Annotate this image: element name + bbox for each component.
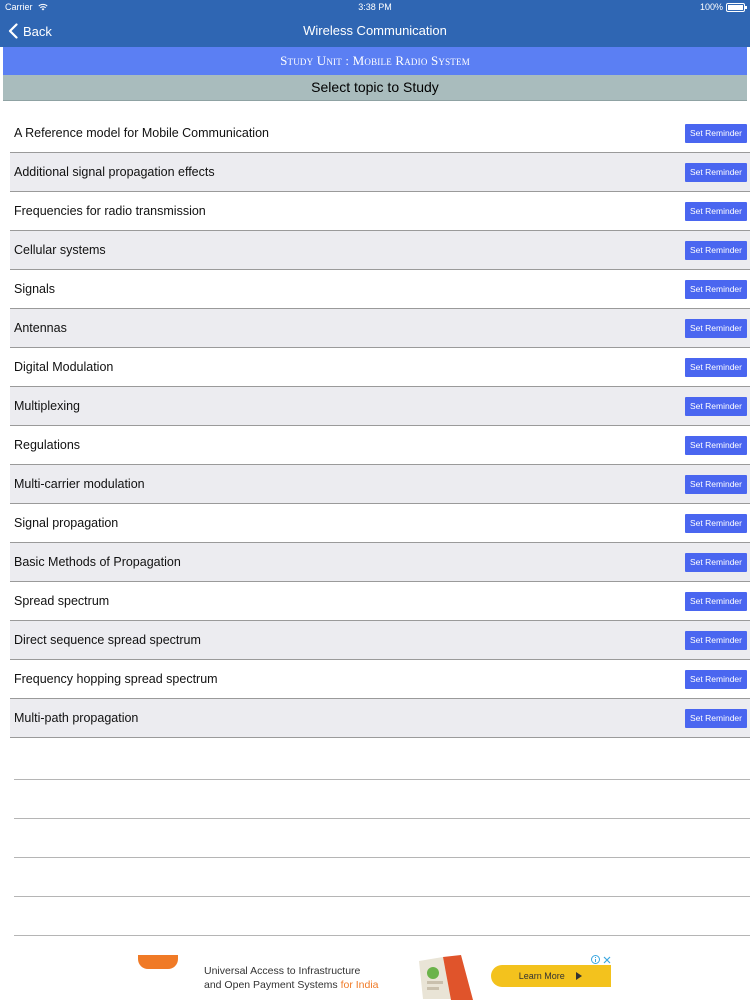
set-reminder-button[interactable]: Set Reminder bbox=[685, 124, 747, 143]
topic-label: Frequency hopping spread spectrum bbox=[14, 672, 218, 686]
carrier-text: Carrier bbox=[5, 2, 33, 12]
topic-row[interactable] bbox=[10, 582, 750, 621]
set-reminder-button[interactable]: Set Reminder bbox=[685, 319, 747, 338]
back-label: Back bbox=[23, 23, 52, 39]
top-bar bbox=[0, 0, 750, 47]
set-reminder-button[interactable]: Set Reminder bbox=[685, 358, 747, 377]
ad-cta-label: Learn More bbox=[518, 971, 565, 981]
battery-icon bbox=[726, 3, 745, 12]
close-icon[interactable] bbox=[603, 956, 611, 964]
empty-row bbox=[14, 897, 750, 936]
topic-label: Basic Methods of Propagation bbox=[14, 555, 181, 569]
ad-line-2 bbox=[204, 978, 379, 992]
study-unit-header: Study Unit : Mobile Radio System bbox=[3, 47, 747, 75]
topic-row[interactable] bbox=[10, 660, 750, 699]
topic-row[interactable] bbox=[10, 504, 750, 543]
page-title: Wireless Communication bbox=[303, 23, 447, 38]
topic-row[interactable] bbox=[10, 465, 750, 504]
set-reminder-button[interactable]: Set Reminder bbox=[685, 553, 747, 572]
ad-close-control[interactable] bbox=[590, 955, 612, 966]
topic-label: Multiplexing bbox=[14, 399, 81, 413]
ad-image bbox=[413, 955, 477, 1000]
play-triangle-icon bbox=[575, 972, 583, 980]
topic-row[interactable] bbox=[10, 348, 750, 387]
empty-row bbox=[14, 858, 750, 897]
status-time: 3:38 PM bbox=[358, 2, 392, 12]
topic-row[interactable] bbox=[10, 387, 750, 426]
topic-row[interactable] bbox=[10, 231, 750, 270]
set-reminder-button[interactable]: Set Reminder bbox=[685, 397, 747, 416]
ad-logo-shape bbox=[138, 955, 178, 969]
set-reminder-button[interactable]: Set Reminder bbox=[685, 631, 747, 650]
topic-row[interactable] bbox=[10, 426, 750, 465]
topic-row[interactable] bbox=[10, 309, 750, 348]
ad-line-2-highlight: for India bbox=[340, 979, 379, 991]
set-reminder-button[interactable]: Set Reminder bbox=[685, 592, 747, 611]
info-icon bbox=[591, 955, 600, 964]
status-bar bbox=[0, 0, 750, 15]
set-reminder-button[interactable]: Set Reminder bbox=[685, 670, 747, 689]
topic-label: Regulations bbox=[14, 438, 81, 452]
set-reminder-button[interactable]: Set Reminder bbox=[685, 709, 747, 728]
topic-row[interactable] bbox=[10, 621, 750, 660]
topic-label: Multi-path propagation bbox=[14, 711, 139, 725]
topic-row[interactable] bbox=[10, 270, 750, 309]
set-reminder-button[interactable]: Set Reminder bbox=[685, 241, 747, 260]
ad-line-1: Universal Access to Infrastructure bbox=[204, 965, 361, 977]
set-reminder-button[interactable]: Set Reminder bbox=[685, 280, 747, 299]
battery-indicator bbox=[700, 0, 745, 15]
empty-row bbox=[14, 741, 750, 780]
ad-banner[interactable] bbox=[138, 955, 612, 1000]
topic-row[interactable] bbox=[10, 114, 750, 153]
set-reminder-button[interactable]: Set Reminder bbox=[685, 202, 747, 221]
empty-rows bbox=[0, 741, 750, 936]
topic-row[interactable] bbox=[10, 699, 750, 738]
ad-line-2-prefix: and Open Payment Systems bbox=[204, 979, 341, 991]
topic-label: Additional signal propagation effects bbox=[14, 165, 215, 179]
topic-list bbox=[0, 114, 750, 738]
topic-label: Signal propagation bbox=[14, 516, 119, 530]
ad-learn-more-button[interactable] bbox=[491, 965, 611, 987]
battery-text: 100% bbox=[699, 2, 723, 12]
topic-label: Digital Modulation bbox=[14, 360, 114, 374]
topic-row[interactable] bbox=[10, 153, 750, 192]
topic-row[interactable] bbox=[10, 192, 750, 231]
topic-row[interactable] bbox=[10, 543, 750, 582]
set-reminder-button[interactable]: Set Reminder bbox=[685, 163, 747, 182]
set-reminder-button[interactable]: Set Reminder bbox=[685, 436, 747, 455]
topic-label: Direct sequence spread spectrum bbox=[14, 633, 201, 647]
topic-label: Signals bbox=[14, 282, 55, 296]
topic-label: Antennas bbox=[14, 321, 67, 335]
topic-label: Multi-carrier modulation bbox=[14, 477, 145, 491]
topic-label: Cellular systems bbox=[14, 243, 106, 257]
topic-label: Spread spectrum bbox=[14, 594, 110, 608]
set-reminder-button[interactable]: Set Reminder bbox=[685, 514, 747, 533]
empty-row bbox=[14, 819, 750, 858]
navigation-bar bbox=[0, 15, 750, 47]
topic-label: Frequencies for radio transmission bbox=[14, 204, 206, 218]
ad-text bbox=[204, 964, 379, 992]
set-reminder-button[interactable]: Set Reminder bbox=[685, 475, 747, 494]
empty-row bbox=[14, 780, 750, 819]
topic-label: A Reference model for Mobile Communication bbox=[14, 126, 269, 140]
select-topic-prompt: Select topic to Study bbox=[3, 75, 747, 101]
